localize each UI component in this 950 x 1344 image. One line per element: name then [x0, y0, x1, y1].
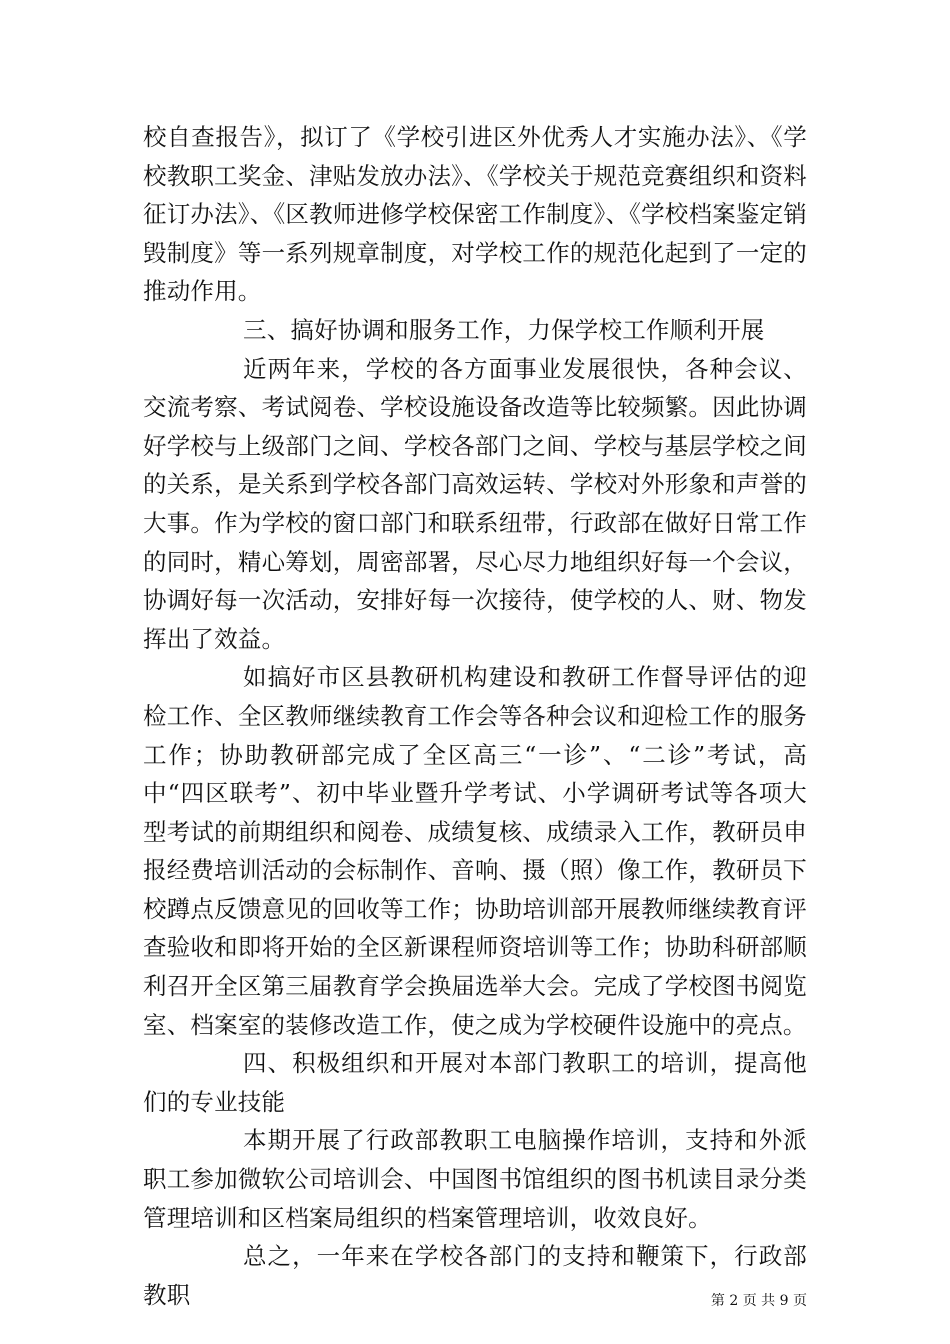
paragraph-training: 本期开展了行政部教职工电脑操作培训，支持和外派职工参加微软公司培训会、中国图书馆组织的图书机读目录分类管理培训和区档案局组织的档案管理培训，收效良好。: [143, 1126, 807, 1232]
paragraph-summary: 总之，一年来在学校各部门的支持和鞭策下，行政部教职: [143, 1242, 807, 1309]
section-heading-three: 三、搞好协调和服务工作，力保学校工作顺利开展: [243, 315, 765, 344]
paragraph-coordination: 近两年来，学校的各方面事业发展很快，各种会议、交流考察、考试阅卷、学校设施设备改造等比较频繁。因此协调好学校与上级部门之间、学校各部门之间、学校与基层学校之间的关系，是关系到学校各部门高效运转、学校对外形象和声誉的大事。作为学校的窗口部门和联系纽带，行政部在做好日常工作的同时，精心筹划，周密部署，尽心尽力地组织好每一个会议，协调好每一次活动，安排好每一次接待，使学校的人、财、物发挥出了效益。: [143, 354, 807, 653]
paragraph-continuation: 校自查报告》，拟订了《学校引进区外优秀人才实施办法》、《学校教职工奖金、津贴发放办法》、《学校关于规范竞赛组织和资料征订办法》、《区教师进修学校保密工作制度》、《学校档案鉴定销毁制度》等一系列规章制度，对学校工作的规范化起到了一定的推动作用。: [143, 123, 807, 306]
page-number-footer: 第 2 页 共 9 页: [710, 1293, 807, 1309]
paragraph-examples: 如搞好市区县教研机构建设和教研工作督导评估的迎检工作、全区教师继续教育工作会等各种会议和迎检工作的服务工作；协助教研部完成了全区高三“一诊”、“二诊”考试，高中“四区联考”、初中毕业暨升学考试、小学调研考试等各项大型考试的前期组织和阅卷、成绩复核、成绩录入工作，教研员申报经费培训活动的会标制作、音响、摄（照）像工作，教研员下校蹲点反馈意见的回收等工作；协助培训部开展教师继续教育评查验收和即将开始的全区新课程师资培训等工作；协助科研部顺利召开全区第三届教育学会换届选举大会。完成了学校图书阅览室、档案室的装修改造工作，使之成为学校硬件设施中的亮点。: [143, 663, 807, 1039]
section-heading-four: 四、积极组织和开展对本部门教职工的培训，提高他们的专业技能: [143, 1049, 807, 1116]
document-body: [143, 118, 807, 1314]
